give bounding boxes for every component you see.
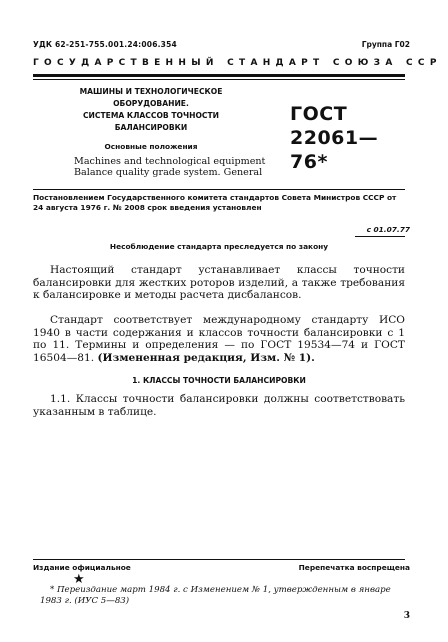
group-code: Группа Г02 (361, 40, 410, 49)
subtitle: Основные положения (104, 142, 198, 151)
legal-warning: Несоблюдение стандарта преследуется по закону (109, 242, 329, 251)
star-icon: ★ (73, 572, 85, 587)
gost-designation (290, 102, 402, 174)
effective-date: с 01.07.77 (366, 225, 410, 234)
date-underline (355, 236, 405, 237)
english-title-line: Balance quality grade system. General (74, 167, 263, 178)
gost-number: 22061—76* (290, 127, 379, 173)
gost-word: ГОСТ (290, 103, 348, 125)
top-thick-rule (33, 74, 405, 77)
amendment-note: (Измененная редакция, Изм. № 1). (97, 351, 315, 364)
reprint-notice: Перепечатка воспрещена (298, 563, 410, 572)
title-line: МАШИНЫ И ТЕХНОЛОГИЧЕСКОЕ (79, 87, 223, 96)
divider-rule (33, 189, 405, 190)
document-title (55, 86, 247, 134)
section-heading: 1. КЛАССЫ ТОЧНОСТИ БАЛАНСИРОВКИ (132, 376, 306, 385)
title-line: БАЛАНСИРОВКИ (114, 123, 188, 132)
title-line: СИСТЕМА КЛАССОВ ТОЧНОСТИ (82, 111, 220, 120)
title-line: ОБОРУДОВАНИЕ. (113, 99, 189, 108)
paragraph-iso (33, 314, 405, 364)
english-title-line: Machines and technological equipment (74, 156, 266, 167)
top-thin-rule (33, 79, 405, 80)
english-title (74, 156, 265, 178)
footer-rule (33, 559, 405, 560)
footnote: * Переиздание март 1984 г. с Изменением № 1, утвержденным в январе 1983 г. (ИУС 5—83) (40, 585, 391, 606)
paragraph-iso-text: Стандарт соответствует международному стандарту ИСО 1940 в части содержания и классов точности балансировки с 1 по 11. Термины и определения — по ГОСТ 19534—74 и ГОСТ 16504—81. (33, 314, 405, 364)
paragraph-intro: Настоящий стандарт устанавливает классы точности балансировки для жестких роторов изделий, а также требования к балансировке и методы расчета дисбалансов. (33, 264, 405, 302)
decree-text: Постановлением Государственного комитета стандартов Совета Министров СССР от 24 августа 1976 г. № 2008 срок введения установлен (33, 193, 397, 212)
official-edition: Издание официальное (33, 563, 131, 572)
page-number: 3 (403, 611, 410, 621)
udk-code: УДК 62-251-755.001.24:006.354 (33, 40, 177, 49)
paragraph-1-1: 1.1. Классы точности балансировки должны соответствовать указанным в таблице. (33, 393, 405, 418)
standard-line: ГОСУДАРСТВЕННЫЙ СТАНДАРТ СОЮЗА ССР (33, 58, 442, 68)
